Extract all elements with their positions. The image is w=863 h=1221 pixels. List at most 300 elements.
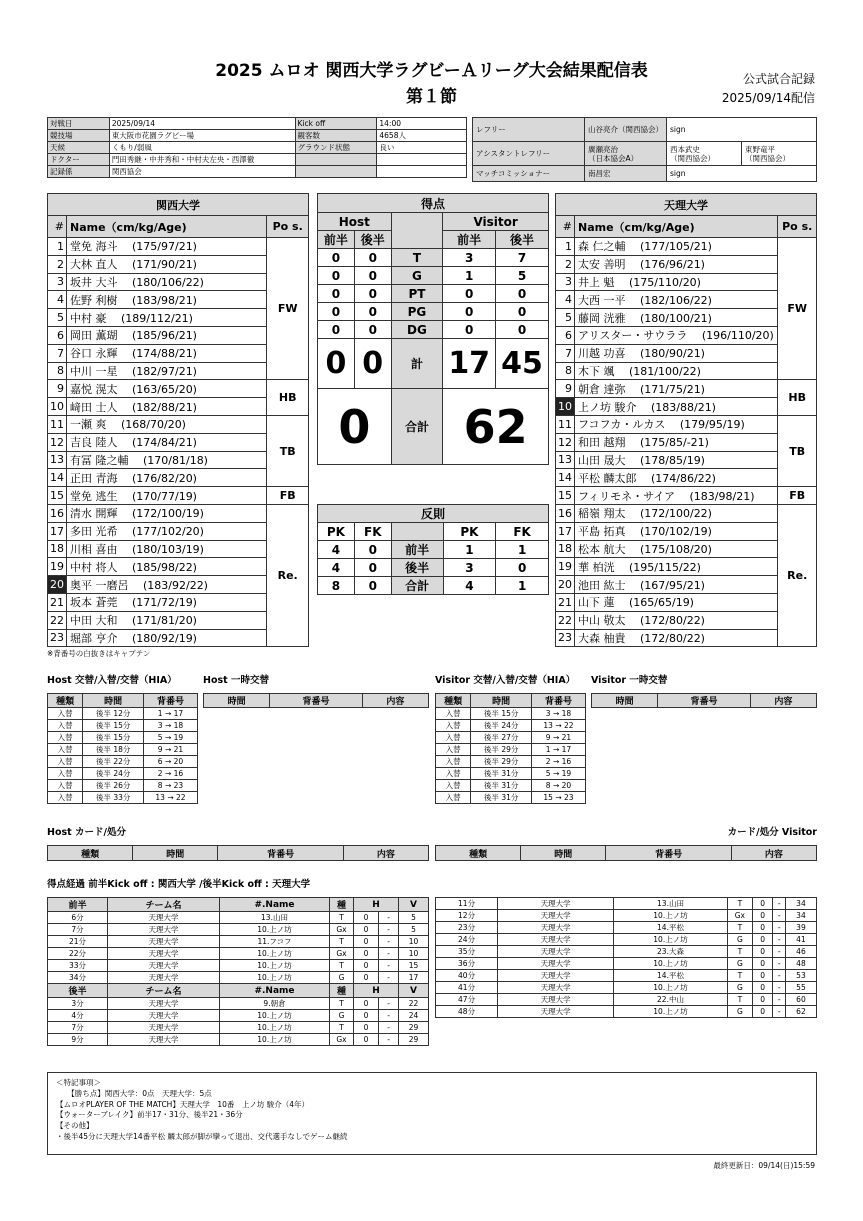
progress-cell: T <box>727 946 752 958</box>
progress-cell: 41分 <box>436 982 498 994</box>
release-date: 2025/09/14配信 <box>721 91 815 105</box>
score-progress-row <box>48 948 429 960</box>
progress-cell: 7分 <box>48 1022 108 1034</box>
player-row <box>556 255 817 273</box>
progress-cell: T <box>330 912 354 924</box>
match-info-cell <box>295 154 377 166</box>
progress-cell: - <box>773 946 785 958</box>
player-row <box>556 415 817 433</box>
progress-cell: 0 <box>752 934 773 946</box>
referee-name: 山谷亮介（関西協会） <box>585 118 667 142</box>
progress-cell: 天理大学 <box>498 946 614 958</box>
progress-cell: - <box>379 912 399 924</box>
score-label: DG <box>391 321 443 339</box>
penalty-label: 前半 <box>391 541 443 559</box>
match-info-cell: 関西協会 <box>109 166 295 178</box>
match-info-cell <box>377 154 467 166</box>
sub-row <box>436 720 586 732</box>
progress-cell: 14.平松 <box>614 922 728 934</box>
player-number: 19 <box>556 558 575 576</box>
host-cards-table: 種類 時間 背番号 内容 <box>47 845 429 861</box>
progress-cell: 10.上ノ坊 <box>220 948 330 960</box>
sub-cell: 入替 <box>436 780 471 792</box>
official-record <box>722 70 815 108</box>
progress-cell: - <box>379 1010 399 1022</box>
player-row <box>556 629 817 647</box>
player-number: 12 <box>48 433 67 451</box>
progress-cell: T <box>330 998 354 1010</box>
officials-table <box>472 117 817 182</box>
progress-cell: - <box>379 972 399 984</box>
score-h1: 0 <box>318 249 355 267</box>
match-info-cell: 2025/09/14 <box>109 118 295 130</box>
sub-cell: 後半 26分 <box>83 780 144 792</box>
player-name: 中田 大和 (171/81/20) <box>67 611 267 629</box>
progress-cell: - <box>773 982 785 994</box>
score-v1: 0 <box>443 303 496 321</box>
total-label: 合計 <box>391 389 443 465</box>
progress-cell: 53 <box>785 970 816 982</box>
progress-cell: 10.上ノ坊 <box>220 972 330 984</box>
player-name: 森 仁之輔 (177/105/21) <box>575 238 778 256</box>
penalty-row <box>318 577 549 595</box>
progress-cell: T <box>727 898 752 910</box>
sub-cell: 後半 15分 <box>471 708 532 720</box>
position-tb: TB <box>267 415 309 486</box>
penalty-label: 後半 <box>391 559 443 577</box>
note-line: 【勝ち点】関西大学：0点 天理大学：5点 <box>56 1088 212 1098</box>
sub-cell: 2 → 16 <box>531 756 585 768</box>
progress-cell: 48 <box>785 958 816 970</box>
sub-cell: 後半 12分 <box>83 708 144 720</box>
visitor-subs-title: Visitor 交替/入替/交替（HIA） <box>435 675 576 686</box>
player-name: 朝倉 達弥 (171/75/21) <box>575 380 778 398</box>
player-name: 堀部 亨介 (180/92/19) <box>67 629 267 647</box>
player-name: フコフカ・ルカス (179/95/19) <box>575 415 778 433</box>
player-number: 13 <box>556 451 575 469</box>
player-number: 21 <box>556 593 575 611</box>
player-name: 井上 魁 (175/110/20) <box>575 273 778 291</box>
host-cards-title: Host カード/処分 <box>47 827 126 838</box>
sub-cell: 後半 24分 <box>471 720 532 732</box>
player-name: 嘉悦 滉太 (163/65/20) <box>67 380 267 398</box>
progress-cell: - <box>379 924 399 936</box>
mc-sign: sign <box>667 166 817 182</box>
penalty-vpk: 1 <box>443 541 496 559</box>
notes-box <box>47 1072 817 1155</box>
player-number: 4 <box>556 291 575 309</box>
score-progress-row <box>436 1006 817 1018</box>
progress-cell: 天理大学 <box>498 910 614 922</box>
progress-cell: G <box>727 1006 752 1018</box>
sub-cell: 入替 <box>436 708 471 720</box>
player-number: 23 <box>48 629 67 647</box>
position-fw: FW <box>778 238 817 380</box>
score-label: PT <box>391 285 443 303</box>
score-header: 得点 <box>318 194 549 213</box>
player-name: 中村 将人 (185/98/22) <box>67 558 267 576</box>
player-row <box>556 309 817 327</box>
progress-cell: 47分 <box>436 994 498 1006</box>
player-number: 22 <box>556 611 575 629</box>
player-row <box>48 415 309 433</box>
visitor-cards-table: 種類 時間 背番号 内容 <box>435 845 817 861</box>
score-row <box>318 303 549 321</box>
player-name: 谷口 永輝 (174/88/21) <box>67 344 267 362</box>
match-info-cell: 良い <box>377 142 467 154</box>
progress-cell: - <box>773 958 785 970</box>
progress-cell: 天理大学 <box>498 922 614 934</box>
player-row <box>556 593 817 611</box>
player-name: 有冨 隆之輔 (170/81/18) <box>67 451 267 469</box>
score-v1: 0 <box>443 321 496 339</box>
player-number: 10 <box>48 398 67 416</box>
penalty-row <box>318 559 549 577</box>
player-number: 6 <box>48 326 67 344</box>
score-label: PG <box>391 303 443 321</box>
host-h2-label: 後半 <box>354 231 391 249</box>
progress-cell: 29 <box>399 1022 429 1034</box>
score-progress-row <box>48 998 429 1010</box>
progress-cell: - <box>379 1022 399 1034</box>
player-name: 山下 蓮 (165/65/19) <box>575 593 778 611</box>
progress-cell: 0 <box>354 1010 379 1022</box>
progress-cell: T <box>330 1022 354 1034</box>
player-number: 1 <box>48 238 67 256</box>
penalty-vfk: 0 <box>496 559 549 577</box>
progress-cell: 0 <box>752 910 773 922</box>
progress-cell: 46 <box>785 946 816 958</box>
position-fb: FB <box>778 487 817 505</box>
score-progress-row <box>436 994 817 1006</box>
penalty-hpk: 8 <box>318 577 355 595</box>
player-name: 木下 颯 (181/100/22) <box>575 362 778 380</box>
player-row <box>556 540 817 558</box>
host-h1-label: 前半 <box>318 231 355 249</box>
player-name: 大林 直人 (171/90/21) <box>67 255 267 273</box>
player-name: フィリモネ・サイア (183/98/21) <box>575 487 778 505</box>
sub-cell: 9 → 21 <box>531 732 585 744</box>
progress-cell: 天理大学 <box>108 912 220 924</box>
progress-cell: 天理大学 <box>108 924 220 936</box>
player-number: 9 <box>48 380 67 398</box>
progress-cell: 10.上ノ坊 <box>220 924 330 936</box>
progress-cell: T <box>727 970 752 982</box>
sub-row <box>48 780 198 792</box>
player-name: 稲嶺 翔太 (172/100/22) <box>575 504 778 522</box>
progress-cell: 14.平松 <box>614 970 728 982</box>
match-info-cell: 観客数 <box>295 130 377 142</box>
player-name: 池田 紘士 (167/95/21) <box>575 576 778 594</box>
penalty-vpk: 3 <box>443 559 496 577</box>
progress-cell: G <box>727 934 752 946</box>
sub-cell: 後半 22分 <box>83 756 144 768</box>
progress-cell: G <box>330 1010 354 1022</box>
match-info-row <box>48 154 467 166</box>
penalty-vpk: 4 <box>443 577 496 595</box>
score-h2: 0 <box>354 249 391 267</box>
visitor-label: Visitor <box>443 213 549 231</box>
progress-cell: 10 <box>399 936 429 948</box>
progress-cell: 天理大学 <box>498 970 614 982</box>
player-row <box>556 433 817 451</box>
progress-cell: - <box>379 1034 399 1046</box>
progress-cell: 10.上ノ坊 <box>614 1006 728 1018</box>
progress-cell: 0 <box>752 970 773 982</box>
progress-cell: 0 <box>354 936 379 948</box>
sub-cell: 入替 <box>48 744 83 756</box>
sub-row <box>436 792 586 804</box>
progress-cell: 9分 <box>48 1034 108 1046</box>
player-name: 華 柏洸 (195/115/22) <box>575 558 778 576</box>
penalty-vfk: 1 <box>496 577 549 595</box>
sub-cell: 入替 <box>48 768 83 780</box>
host-label: Host <box>318 213 392 231</box>
sub-cell: 後半 31分 <box>471 792 532 804</box>
away-team-name: 天理大学 <box>556 194 817 216</box>
progress-cell: 15 <box>399 960 429 972</box>
progress-cell: 13.山田 <box>614 898 728 910</box>
sub-cell: 後半 18分 <box>83 744 144 756</box>
progress-cell: 0 <box>752 1006 773 1018</box>
match-info-row <box>48 130 467 142</box>
progress-cell: 天理大学 <box>108 1022 220 1034</box>
home-roster <box>47 193 309 647</box>
score-v2: 0 <box>496 285 549 303</box>
sub-cell: 後半 29分 <box>471 756 532 768</box>
player-name: 松本 航大 (175/108/20) <box>575 540 778 558</box>
sub-row <box>436 732 586 744</box>
sub-row <box>48 768 198 780</box>
penalty-vfk: 1 <box>496 541 549 559</box>
sub-row <box>436 744 586 756</box>
player-name: 岡田 薫瑚 (185/96/21) <box>67 326 267 344</box>
player-number: 8 <box>48 362 67 380</box>
progress-cell: 0 <box>354 912 379 924</box>
player-name: 平松 麟太郎 (174/86/22) <box>575 469 778 487</box>
progress-cell: 34 <box>785 910 816 922</box>
player-number: 3 <box>48 273 67 291</box>
progress-cell: G <box>330 972 354 984</box>
score-h1: 0 <box>318 285 355 303</box>
player-row <box>556 558 817 576</box>
sub-row <box>436 708 586 720</box>
sub-row <box>48 720 198 732</box>
sub-row <box>436 780 586 792</box>
player-name: 太安 善明 (176/96/21) <box>575 255 778 273</box>
match-info-cell: 14:00 <box>377 118 467 130</box>
sub-cell: 入替 <box>48 708 83 720</box>
progress-cell: 33分 <box>48 960 108 972</box>
match-info-cell: くもり/弱風 <box>109 142 295 154</box>
visitor-cards-title: カード/処分 Visitor <box>727 827 817 838</box>
player-number: 14 <box>48 469 67 487</box>
progress-cell: - <box>773 910 785 922</box>
match-info-row <box>48 166 467 178</box>
score-row <box>318 285 549 303</box>
player-number: 10 <box>556 398 575 416</box>
score-h1: 0 <box>318 267 355 285</box>
progress-cell: 22分 <box>48 948 108 960</box>
progress-cell: - <box>773 922 785 934</box>
penalty-hfk: 0 <box>354 541 391 559</box>
progress-cell: 0 <box>752 946 773 958</box>
progress-cell: 10.上ノ坊 <box>614 910 728 922</box>
progress-cell: Gx <box>330 1034 354 1046</box>
host-subs-table: 種類 時間 背番号 入替 後半 12分 1 → 17 入替 後半 15分 3 → 18 入替 後半 15分 5 → 19 入替 後半 18分 9 → 21 入替 後半 22分 6 → 20 入替 後半 24分 2 → 16 入替 後半 26分 8 → 23 入替 後半 33分 13 → 22 <box>47 693 198 804</box>
page-title: 2025 ムロオ 関西大学ラグビーＡリーグ大会結果配信表 <box>215 61 648 81</box>
match-info-cell <box>377 166 467 178</box>
player-name: 上ノ坊 駿介 (183/88/21) <box>575 398 778 416</box>
progress-cell: 天理大学 <box>498 934 614 946</box>
progress-cell: 39 <box>785 922 816 934</box>
position-re: Re. <box>267 504 309 646</box>
note-line: 【その他】 <box>56 1121 94 1131</box>
score-row <box>318 249 549 267</box>
player-number: 17 <box>48 522 67 540</box>
progress-cell: G <box>727 982 752 994</box>
player-name: 佐野 利樹 (183/98/21) <box>67 291 267 309</box>
host-total: 0 <box>318 389 392 465</box>
penalty-hpk: 4 <box>318 541 355 559</box>
player-number: 21 <box>48 593 67 611</box>
player-name: 吉良 陸人 (174/84/21) <box>67 433 267 451</box>
progress-cell: 11分 <box>436 898 498 910</box>
player-row <box>556 238 817 256</box>
penalty-header: 反則 <box>318 505 549 523</box>
sub-cell: 5 → 19 <box>143 732 197 744</box>
progress-cell: T <box>330 936 354 948</box>
player-number: 23 <box>556 629 575 647</box>
match-info-cell: 対戦日 <box>48 118 110 130</box>
progress-cell: 0 <box>354 1034 379 1046</box>
penalty-table <box>317 504 549 595</box>
penalty-row <box>318 541 549 559</box>
progress-cell: 7分 <box>48 924 108 936</box>
player-name: 山田 晟大 (178/85/19) <box>575 451 778 469</box>
sub-cell: 1 → 17 <box>143 708 197 720</box>
match-info-cell: 4658人 <box>377 130 467 142</box>
sub-row <box>48 708 198 720</box>
score-progress-row <box>48 1022 429 1034</box>
away-roster <box>555 193 817 647</box>
score-progress-row <box>436 958 817 970</box>
progress-cell: 10.上ノ坊 <box>220 960 330 972</box>
score-label: T <box>391 249 443 267</box>
player-row <box>556 576 817 594</box>
player-number: 18 <box>556 540 575 558</box>
progress-cell: 0 <box>354 972 379 984</box>
player-number: 17 <box>556 522 575 540</box>
score-v1: 1 <box>443 267 496 285</box>
player-row <box>48 504 309 522</box>
player-name: 川相 喜由 (180/103/19) <box>67 540 267 558</box>
player-name: 堂免 海斗 (175/97/21) <box>67 238 267 256</box>
player-row <box>556 487 817 505</box>
player-name: アリスター・サウララ (196/110/20) <box>575 326 778 344</box>
player-number: 4 <box>48 291 67 309</box>
progress-cell: 21分 <box>48 936 108 948</box>
progress-cell: T <box>330 960 354 972</box>
player-name: 﨑田 士人 (182/88/21) <box>67 398 267 416</box>
referee-sign: sign <box>667 118 817 142</box>
mc-label: マッチコミッショナー <box>473 166 585 182</box>
visitor-h1-total: 17 <box>443 339 496 389</box>
sub-cell: 3 → 18 <box>143 720 197 732</box>
score-row <box>318 321 549 339</box>
player-row <box>556 380 817 398</box>
sub-cell: 後半 24分 <box>83 768 144 780</box>
progress-cell: 24 <box>399 1010 429 1022</box>
progress-cell: 天理大学 <box>498 994 614 1006</box>
progress-cell: - <box>379 936 399 948</box>
progress-cell: - <box>773 898 785 910</box>
progress-cell: 34 <box>785 898 816 910</box>
progress-cell: 天理大学 <box>108 972 220 984</box>
progress-cell: 35分 <box>436 946 498 958</box>
ar1: 廣瀬亮治 （日本協会A） <box>585 142 667 166</box>
home-team-name: 関西大学 <box>48 194 309 216</box>
col-pos: Po s. <box>267 216 309 238</box>
sub-cell: 入替 <box>48 792 83 804</box>
progress-cell: 天理大学 <box>108 1034 220 1046</box>
progress-cell: - <box>773 1006 785 1018</box>
player-number: 2 <box>48 255 67 273</box>
progress-cell: 0 <box>354 998 379 1010</box>
score-progress-row <box>436 946 817 958</box>
note-line: ・後半45分に天理大学14番平松 麟太郎が脚が攣って退出、交代選手なしでゲーム継続 <box>56 1131 348 1141</box>
progress-cell: 10.上ノ坊 <box>220 1022 330 1034</box>
official-label: 公式試合記録 <box>742 72 815 86</box>
player-number: 9 <box>556 380 575 398</box>
col-pos: Po s. <box>778 216 817 238</box>
progress-cell: 36分 <box>436 958 498 970</box>
sub-cell: 後半 15分 <box>83 720 144 732</box>
sub-cell: 3 → 18 <box>531 708 585 720</box>
match-info-cell: 東大阪市花園ラグビー場 <box>109 130 295 142</box>
sub-cell: 後半 31分 <box>471 768 532 780</box>
player-row <box>556 398 817 416</box>
player-name: 一瀬 爽 (168/70/20) <box>67 415 267 433</box>
host-pk-label: PK <box>318 523 355 541</box>
progress-cell: G <box>727 958 752 970</box>
progress-cell: 4分 <box>48 1010 108 1022</box>
player-number: 20 <box>48 576 67 594</box>
sub-cell: 15 → 23 <box>531 792 585 804</box>
player-number: 2 <box>556 255 575 273</box>
sub-cell: 後半 33分 <box>83 792 144 804</box>
position-hb: HB <box>778 380 817 416</box>
match-info-cell <box>295 166 377 178</box>
sub-cell: 入替 <box>48 732 83 744</box>
sub-row <box>48 744 198 756</box>
score-v1: 3 <box>443 249 496 267</box>
visitor-fk-label: FK <box>496 523 549 541</box>
progress-cell: - <box>379 948 399 960</box>
progress-cell: 41 <box>785 934 816 946</box>
progress-cell: Gx <box>330 924 354 936</box>
player-row <box>556 344 817 362</box>
player-name: 平島 拓真 (170/102/19) <box>575 522 778 540</box>
progress-cell: 0 <box>752 958 773 970</box>
progress-cell: 60 <box>785 994 816 1006</box>
score-v2: 0 <box>496 321 549 339</box>
score-v2: 0 <box>496 303 549 321</box>
visitor-subs-table: 種類 時間 背番号 入替 後半 15分 3 → 18 入替 後半 24分 13 → 22 入替 後半 27分 9 → 21 入替 後半 29分 1 → 17 入替 後半 29分 2 → 16 入替 後半 31分 5 → 19 入替 後半 31分 8 → 20 入替 後半 31分 15 → 23 <box>435 693 586 804</box>
sub-row <box>48 732 198 744</box>
player-name: 大森 柚貴 (172/80/22) <box>575 629 778 647</box>
progress-cell: 22 <box>399 998 429 1010</box>
